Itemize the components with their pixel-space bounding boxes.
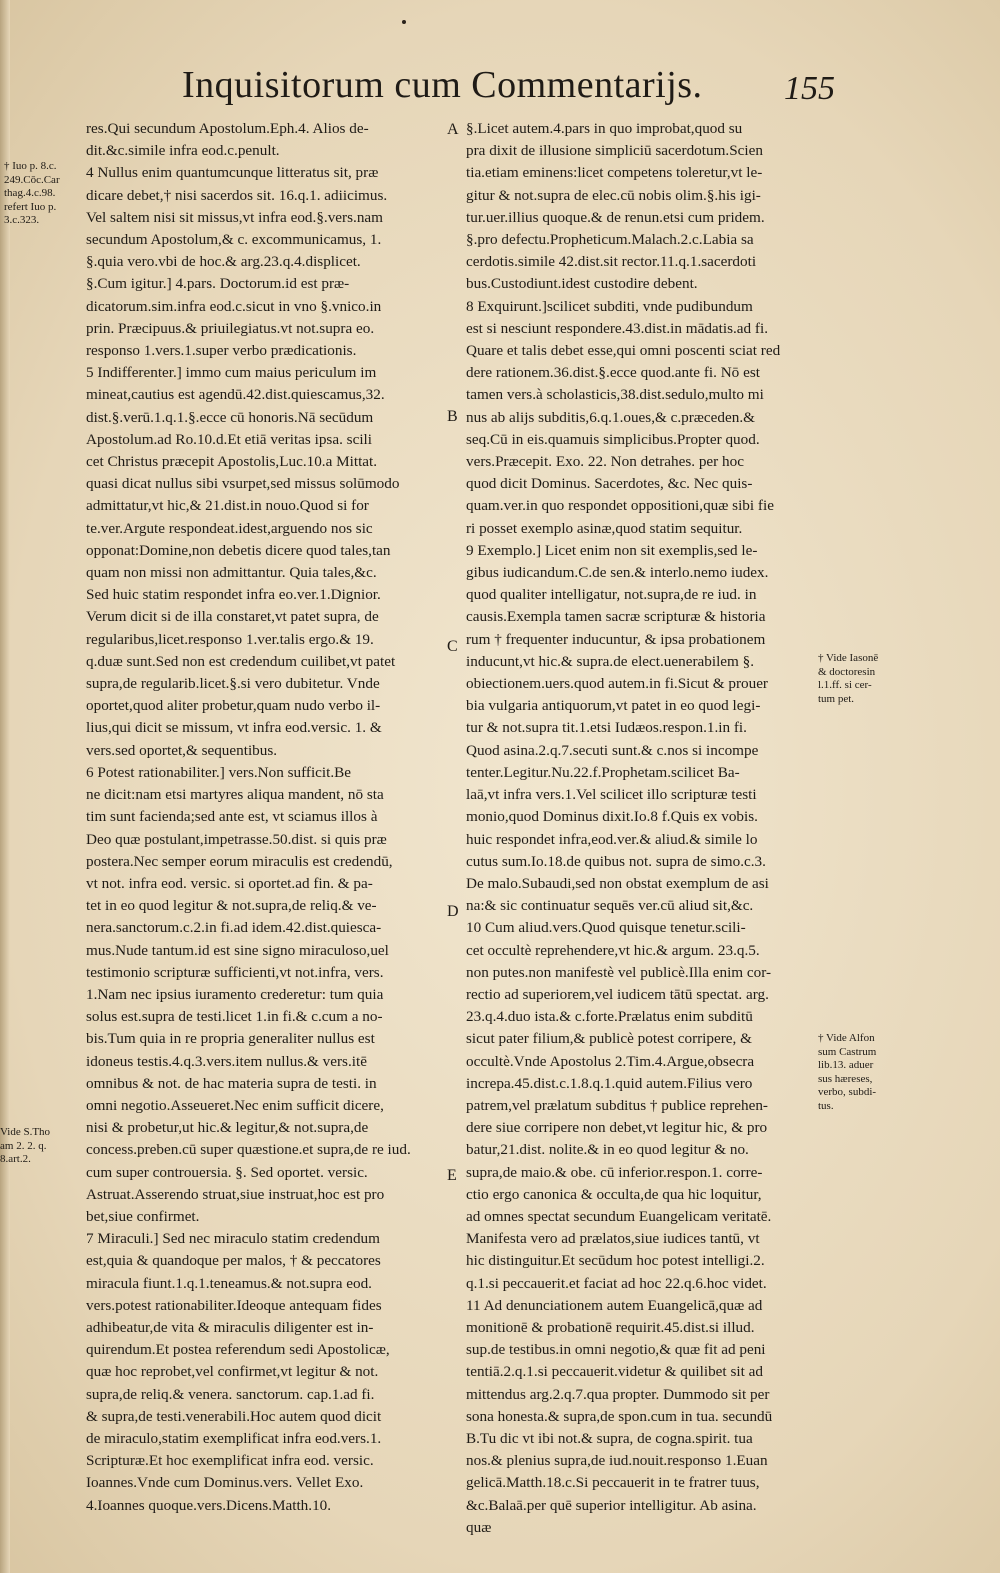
text-line: est si nesciunt respondere.43.dist.in mādatis.ad fi. — [466, 319, 768, 337]
text-line: monio,quod Dominus dixit.Io.8 f.Quis ex vobis. — [466, 808, 758, 826]
text-line: §.quia vero.vbi de hoc.& arg.23.q.4.displicet. — [86, 253, 361, 271]
text-line: occultè.Vnde Apostolus 2.Tim.4.Argue,obsecra — [466, 1052, 755, 1070]
text-line: q.duæ sunt.Sed non est credendum cuilibet,vt patet — [86, 652, 396, 670]
text-line: quæ hoc reprobet,vel confirmet,vt legitur & not. — [86, 1363, 379, 1381]
text-line: rum † frequenter inducuntur, & ipsa probationem — [466, 630, 766, 648]
text-line: quasi dicat nullus sibi vsurpet,sed missus solūmodo — [86, 475, 400, 493]
text-line: miracula fiunt.1.q.1.teneamus.& not.supra eod. — [86, 1274, 372, 1292]
text-line: B.Tu dic vt ibi not.& supra, de cogna.spirit. tua — [466, 1429, 753, 1447]
text-line: Deo quæ postulant,impetrasse.50.dist. si quis præ — [86, 830, 387, 848]
text-line: 11 Ad denunciationem autem Euangelicā,quæ ad — [466, 1296, 763, 1314]
text-line: bus.Custodiunt.idest custodire debent. — [466, 275, 698, 293]
text-line: rectio ad superiorem,vel iudicem tātū spectat. arg. — [466, 985, 769, 1003]
text-line: ne dicit:nam etsi martyres aliqua mandent, nō sta — [86, 786, 384, 804]
text-line: cum super controuersia. §. Sed oportet. versic. — [86, 1163, 368, 1181]
text-line: 4 Nullus enim quantumcunque litteratus sit, præ — [86, 164, 379, 182]
text-line: Ioannes.Vnde cum Dominus.vers. Vellet Exo. — [86, 1474, 364, 1492]
text-line: hic distinguitur.Et secūdum hoc potest intelligi.2. — [466, 1252, 765, 1270]
text-line: sicut pater filium,& publicè potest corripere, & — [466, 1030, 752, 1048]
text-line: & supra,de testi.venerabili.Hoc autem quod dicit — [86, 1407, 382, 1425]
text-line: increpa.45.dist.c.1.8.q.1.quid autem.Filius vero — [466, 1074, 753, 1092]
text-line: tur.uer.illius quoque.& de renun.etsi cum pridem. — [466, 208, 765, 226]
text-line: opponat:Domine,non debetis dicere quod tales,tan — [86, 541, 391, 559]
ink-speck — [402, 20, 406, 24]
text-line: huic respondet infra,eod.ver.& aliud.& simile lo — [466, 830, 758, 848]
text-line: tenter.Legitur.Nu.22.f.Prophetam.scilicet Ba- — [466, 763, 740, 781]
text-line: bia vulgaria antiquorum,vt patet in eo quod legi- — [466, 697, 761, 715]
text-line: de miraculo,statim exemplificat infra eod.vers.1. — [86, 1429, 382, 1447]
text-line: obiectionem.uers.quod autem.in fi.Sicut & prouer — [466, 675, 768, 693]
text-line: vers.sed oportet,& sequentibus. — [86, 741, 278, 759]
text-line: Apostolum.ad Ro.10.d.Et etiā veritas ipsa. scili — [86, 430, 372, 448]
section-letter-b: B — [447, 408, 458, 425]
text-line: 23.q.4.duo ista.& c.forte.Prælatus enim subditū — [466, 1008, 753, 1026]
text-line: nos.& plenius supra,de iud.nouit.responso 1.Euan — [466, 1452, 768, 1470]
text-line: §.pro defectu.Propheticum.Malach.2.c.Labia sa — [466, 231, 754, 249]
text-line: concess.preben.cū super quæstione.et supra,de re iud. — [86, 1141, 411, 1159]
text-line: tet in eo quod legitur & not.supra,de reliq.& ve- — [86, 897, 377, 915]
text-line: monitionē & probationē requirit.45.dist.si illud. — [466, 1318, 755, 1336]
right-column — [466, 118, 816, 1539]
text-line: gibus iudicandum.C.de sen.& interlo.nemo iudex. — [466, 564, 769, 582]
text-line: dere rationem.36.dist.§.ecce quod.ante fi. Nō est — [466, 364, 760, 382]
margin-note-left-top: † Iuo p. 8.c. 249.Cōc.Car thag.4.c.98. refert Iuo p. 3.c.323. — [4, 160, 60, 226]
text-line: 10 Cum aliud.vers.Quod quisque tenetur.scili- — [466, 919, 746, 937]
text-line: Quod asina.2.q.7.secuti sunt.& c.nos si incompe — [466, 741, 759, 759]
text-line: quam.ver.in quo respondet oppositioni,quæ sibi fie — [466, 497, 774, 515]
text-line: Verum dicit si de illa constaret,vt patet supra, de — [86, 608, 379, 626]
text-line: vers.potest rationabiliter.Ideoque antequam fides — [86, 1296, 382, 1314]
section-letter-d: D — [447, 903, 459, 920]
text-line: pra dixit de illusione simpliciū sacerdotum.Scien — [466, 142, 763, 160]
text-line: omni negotio.Asseueret.Nec enim sufficit dicere, — [86, 1096, 384, 1114]
text-line: nera.sanctorum.c.2.in fi.ad idem.42.dist.quiesca- — [86, 919, 382, 937]
text-line: responso 1.vers.1.super verbo prædicationis. — [86, 342, 357, 360]
text-line: solus est.supra de testi.licet 1.in fi.& c.cum a no- — [86, 1008, 383, 1026]
text-line: quæ — [466, 1518, 492, 1536]
text-line: nus ab alijs subditis,6.q.1.oues,& c.præceden.& — [466, 408, 755, 426]
text-line: admittatur,vt hic,& 21.dist.in nouo.Quod si for — [86, 497, 369, 515]
text-line: tim sunt facienda;sed ante est, vt sciamus illos à — [86, 808, 378, 826]
text-line: 5 Indifferenter.] immo cum maius periculum im — [86, 364, 377, 382]
page-number: 155 — [784, 70, 835, 107]
section-letter-a: A — [447, 121, 459, 138]
text-line: te.ver.Argute respondeat.idest,arguendo nos sic — [86, 519, 373, 537]
text-line: 4.Ioannes quoque.vers.Dicens.Matth.10. — [86, 1496, 332, 1514]
text-line: bet,siue confirmet. — [86, 1207, 200, 1225]
text-line: mineat,cautius est agendū.42.dist.quiescamus,32. — [86, 386, 385, 404]
left-column — [86, 118, 444, 1517]
text-line: supra,de maio.& obe. cū inferior.respon.1. corre- — [466, 1163, 763, 1181]
text-line: sup.de testibus.in omni negotio,& quæ fit ad peni — [466, 1341, 766, 1359]
text-line: seq.Cū in eis.quamuis simplicibus.Propter quod. — [466, 430, 760, 448]
text-line: secundum Apostolum,& c. excommunicamus, 1. — [86, 231, 382, 249]
text-line: Vel saltem nisi sit missus,vt infra eod.§.vers.nam — [86, 208, 383, 226]
text-line: ad omnes spectat secundum Euangelicam veritatē. — [466, 1207, 772, 1225]
text-line: 6 Potest rationabiliter.] vers.Non sufficit.Be — [86, 763, 352, 781]
text-line: gitur & not.supra de elec.cū nobis olim.§.his igi- — [466, 186, 761, 204]
margin-note-left-bottom: Vide S.Tho am 2. 2. q. 8.art.2. — [0, 1126, 51, 1165]
text-line: vers.Præcepit. Exo. 22. Non detrahes. per hoc — [466, 453, 744, 471]
text-line: nisi & probetur,ut hic.& legitur,& not.supra,de — [86, 1119, 369, 1137]
text-line: causis.Exempla tamen sacræ scripturæ & historia — [466, 608, 766, 626]
text-line: lius,qui dicit se missum, vt infra eod.versic. 1. & — [86, 719, 382, 737]
text-line: tentiā.2.q.1.si peccauerit.videtur & quilibet sit ad — [466, 1363, 763, 1381]
text-line: laā,vt infra vers.1.Vel scilicet illo scripturæ testi — [466, 786, 757, 804]
text-line: res.Qui secundum Apostolum.Eph.4. Alios de- — [86, 120, 369, 137]
text-line: est,quia & quandoque per malos, † & peccatores — [86, 1252, 381, 1270]
text-line: quam non missi non admittantur. Quia tales,&c. — [86, 564, 377, 582]
text-line: dicatorum.sim.infra eod.c.sicut in vno §.vnico.in — [86, 297, 382, 315]
text-line: Sed huic statim respondet infra eo.ver.1.Dignior. — [86, 586, 381, 604]
text-line: tia.etiam eminens:licet competens toleretur,vt le- — [466, 164, 763, 182]
text-line: postera.Nec semper eorum miraculis est credendū, — [86, 852, 393, 870]
text-line: 7 Miraculi.] Sed nec miraculo statim credendum — [86, 1230, 380, 1248]
text-line: mus.Nude tantum.id est sine signo miraculoso,uel — [86, 941, 389, 959]
text-line: bis.Tum quia in re propria generaliter nullus est — [86, 1030, 375, 1048]
text-line: vt not. infra eod. versic. si oportet.ad fin. & pa- — [86, 874, 373, 892]
text-line: mittendus arg.2.q.7.qua propter. Dummodo sit per — [466, 1385, 770, 1403]
text-line: cet Christus præcepit Apostolis,Luc.10.a Mittat. — [86, 453, 378, 471]
text-line: Manifesta vero ad prælatos,siue iudices tantū, vt — [466, 1230, 760, 1248]
text-line: quod qualiter intelligatur, not.supra,de re iud. in — [466, 586, 757, 604]
text-line: &c.Balaā.per quē superior intelligitur. Ab asina. — [466, 1496, 757, 1514]
running-title: Inquisitorum cum Commentarijs. — [182, 64, 703, 106]
text-line: §.Licet autem.4.pars in quo improbat,quod su — [466, 120, 743, 137]
text-line: dicare debet,† nisi sacerdos sit. 16.q.1. adiicimus. — [86, 186, 388, 204]
text-line: testimonio scripturæ sufficienti,vt not.infra, vers. — [86, 963, 384, 981]
text-line: 8 Exquirunt.]scilicet subditi, vnde pudibundum — [466, 297, 753, 315]
text-line: idoneus testis.4.q.3.vers.item nullus.& vers.itē — [86, 1052, 367, 1070]
text-line: na:& sic continuatur sequēs ver.cū aliud sit,&c. — [466, 897, 754, 915]
text-line: oportet,quod aliter probetur,quam nudo verbo il- — [86, 697, 381, 715]
text-line: cerdotis.simile 42.dist.sit rector.11.q.1.sacerdoti — [466, 253, 757, 271]
text-line: tamen vers.à scholasticis,38.dist.sedulo,multo mi — [466, 386, 764, 404]
text-line: cutus sum.Io.18.de quibus not. supra de simo.c.3. — [466, 852, 766, 870]
text-line: quirendum.Et postea referendum sedi Apostolicæ, — [86, 1341, 390, 1359]
text-line: Astruat.Asserendo struat,siue instruat,hoc est pro — [86, 1185, 385, 1203]
text-line: dit.&c.simile infra eod.c.penult. — [86, 142, 280, 160]
text-line: 1.Nam nec ipsius iuramento crederetur: tum quia — [86, 985, 384, 1003]
margin-note-right-top: † Vide Iasonē & doctoresin l.1.ff. si cer- tum pet. — [818, 652, 879, 705]
text-line: adhibeatur,de vita & miraculis diligenter est in- — [86, 1318, 374, 1336]
text-line: supra,de reliq.& venera. sanctorum. cap.1.ad fi. — [86, 1385, 375, 1403]
section-letter-e: E — [447, 1167, 457, 1184]
text-line: regularibus,licet.responso 1.ver.talis ergo.& 19. — [86, 630, 374, 648]
text-line: Quare et talis debet esse,qui omni poscenti sciat red — [466, 342, 781, 360]
text-line: ri posset exemplo asinæ,quod statim sequitur. — [466, 519, 743, 537]
text-line: patrem,vel prælatum subditus † publice reprehen- — [466, 1096, 768, 1114]
text-line: omnibus & not. de hac materia supra de testi. in — [86, 1074, 377, 1092]
text-line: cet occultè reprehendere,vt hic.& argum. 23.q.5. — [466, 941, 760, 959]
text-line: Scripturæ.Et hoc exemplificat infra eod. versic. — [86, 1452, 374, 1470]
text-line: §.Cum igitur.] 4.pars. Doctorum.id est præ- — [86, 275, 350, 293]
text-line: dist.§.verū.1.q.1.§.ecce cū honoris.Nā secūdum — [86, 408, 374, 426]
section-letter-c: C — [447, 638, 458, 655]
text-line: batur,21.dist. nolite.& in eo quod legitur & no. — [466, 1141, 749, 1159]
text-line: De malo.Subaudi,sed non obstat exemplum de asi — [466, 874, 769, 892]
text-line: ctio ergo canonica & occulta,de qua hic loquitur, — [466, 1185, 762, 1203]
text-line: quod dicit Dominus. Sacerdotes, &c. Nec quis- — [466, 475, 753, 493]
text-line: non putes.non manifestè vel publicè.Illa enim cor- — [466, 963, 772, 981]
text-line: tur & not.supra tit.1.etsi Iudæos.respon.1.in fi. — [466, 719, 747, 737]
text-line: 9 Exemplo.] Licet enim non sit exemplis,sed le- — [466, 541, 758, 559]
text-line: supra,de regularib.licet.§.si vero dubitetur. Vnde — [86, 675, 380, 693]
text-line: sona honesta.& supra,de spon.cum in tua. secundū — [466, 1407, 773, 1425]
margin-note-right-bottom: † Vide Alfon sum Castrum lib.13. aduer sus hæreses, verbo, subdi- tus. — [818, 1032, 877, 1112]
text-line: dere siue corripere non debet,vt legitur hic, & pro — [466, 1119, 768, 1137]
text-line: inducunt,vt hic.& supra.de elect.uenerabilem §. — [466, 652, 755, 670]
text-line: gelicā.Matth.18.c.Si peccauerit in te fratrer tuus, — [466, 1474, 760, 1492]
text-line: prin. Præcipuus.& priuilegiatus.vt not.supra eo. — [86, 319, 375, 337]
text-line: q.1.si peccauerit.et faciat ad hoc 22.q.6.hoc videt. — [466, 1274, 767, 1292]
page-binding-edge — [0, 0, 10, 1573]
